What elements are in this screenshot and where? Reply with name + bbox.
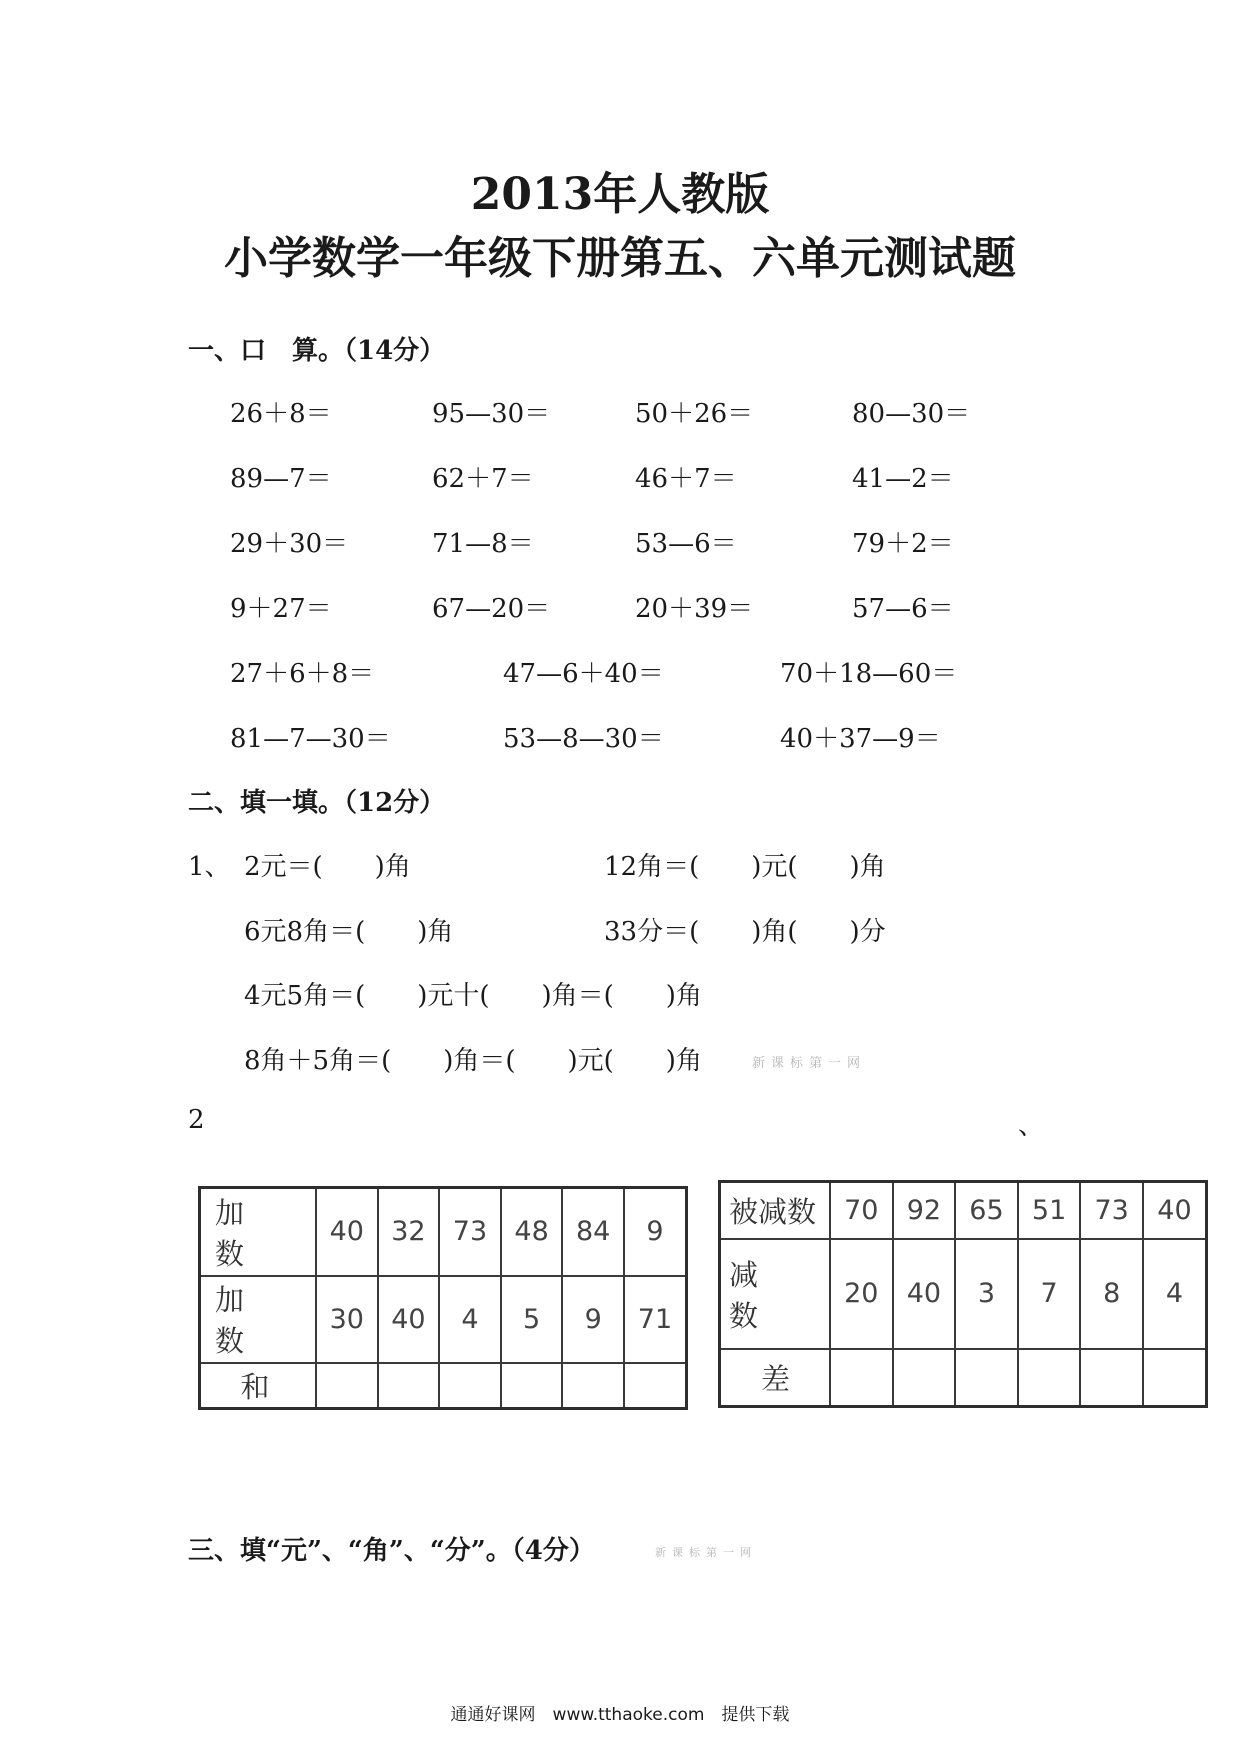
calc-item: 79＋2＝ bbox=[852, 529, 954, 559]
calc-item: 47—6＋40＝ bbox=[503, 659, 664, 689]
doc-title: 2013年人教版 bbox=[470, 169, 770, 220]
calc-item: 81—7—30＝ bbox=[230, 724, 391, 754]
watermark: 新课标第一网 bbox=[752, 1056, 867, 1071]
calc-item: 71—8＝ bbox=[432, 529, 534, 559]
table-cell: 48 bbox=[501, 1188, 563, 1276]
calc-item: 67—20＝ bbox=[432, 594, 551, 624]
table-cell: 40 bbox=[378, 1276, 440, 1364]
table-row bbox=[720, 1182, 1207, 1239]
fill-item: 8角＋5角＝( )角＝( )元( )角 bbox=[244, 1046, 702, 1076]
calc-item: 53—6＝ bbox=[635, 529, 737, 559]
table-row bbox=[720, 1349, 1207, 1406]
table-cell: 4 bbox=[439, 1276, 501, 1364]
section1-heading: 一、口 算。（14分） bbox=[188, 336, 446, 366]
question-number: 1、 bbox=[188, 852, 231, 882]
answer-cell[interactable] bbox=[624, 1363, 687, 1408]
calc-item: 41—2＝ bbox=[852, 464, 954, 494]
table-cell: 92 bbox=[893, 1182, 956, 1239]
row-label: 差 bbox=[720, 1349, 831, 1406]
row-label: 被减数 bbox=[720, 1182, 831, 1239]
calc-item: 29＋30＝ bbox=[230, 529, 349, 559]
calc-item: 62＋7＝ bbox=[432, 464, 534, 494]
table-cell: 9 bbox=[562, 1276, 624, 1364]
row-label: 加 数 bbox=[200, 1188, 317, 1276]
fill-item: 4元5角＝( )元十( )角＝( )角 bbox=[244, 981, 702, 1011]
fill-item: 6元8角＝( )角 bbox=[244, 917, 454, 947]
table-cell: 9 bbox=[624, 1188, 687, 1276]
table-row bbox=[200, 1363, 687, 1408]
calc-item: 89—7＝ bbox=[230, 464, 332, 494]
table-cell: 40 bbox=[893, 1239, 956, 1350]
table-row bbox=[200, 1276, 687, 1364]
calc-item: 57—6＝ bbox=[852, 594, 954, 624]
calc-item: 9＋27＝ bbox=[230, 594, 332, 624]
table-cell: 71 bbox=[624, 1276, 687, 1364]
table-cell: 3 bbox=[955, 1239, 1018, 1350]
question-number: 2 bbox=[188, 1105, 205, 1135]
answer-cell[interactable] bbox=[1080, 1349, 1143, 1406]
answer-cell[interactable] bbox=[501, 1363, 563, 1408]
calc-item: 26＋8＝ bbox=[230, 399, 332, 429]
answer-cell[interactable] bbox=[955, 1349, 1018, 1406]
calc-item: 40＋37—9＝ bbox=[780, 724, 941, 754]
answer-cell[interactable] bbox=[378, 1363, 440, 1408]
table-cell: 84 bbox=[562, 1188, 624, 1276]
calc-item: 53—8—30＝ bbox=[503, 724, 664, 754]
row-label: 减 数 bbox=[720, 1239, 831, 1350]
row-label: 和 bbox=[200, 1363, 317, 1408]
calc-item: 46＋7＝ bbox=[635, 464, 737, 494]
answer-cell[interactable] bbox=[893, 1349, 956, 1406]
punctuation-mark: 、 bbox=[1018, 1111, 1045, 1141]
answer-cell[interactable] bbox=[562, 1363, 624, 1408]
section2-heading: 二、填一填。（12分） bbox=[188, 788, 446, 818]
table-cell: 73 bbox=[439, 1188, 501, 1276]
table-row bbox=[200, 1188, 687, 1276]
row-label: 加 数 bbox=[200, 1276, 317, 1364]
table-cell: 20 bbox=[830, 1239, 893, 1350]
table-cell: 51 bbox=[1018, 1182, 1081, 1239]
table-cell: 8 bbox=[1080, 1239, 1143, 1350]
addition-table bbox=[198, 1186, 688, 1410]
section3-heading: 三、填“元”、“角”、“分”。（4分） bbox=[188, 1536, 595, 1566]
table-cell: 5 bbox=[501, 1276, 563, 1364]
fill-item: 12角＝( )元( )角 bbox=[604, 852, 886, 882]
calc-item: 50＋26＝ bbox=[635, 399, 754, 429]
calc-item: 20＋39＝ bbox=[635, 594, 754, 624]
table-cell: 70 bbox=[830, 1182, 893, 1239]
doc-subtitle: 小学数学一年级下册第五、六单元测试题 bbox=[224, 233, 1016, 284]
answer-cell[interactable] bbox=[1018, 1349, 1081, 1406]
subtraction-table bbox=[718, 1180, 1208, 1408]
answer-cell[interactable] bbox=[439, 1363, 501, 1408]
table-cell: 7 bbox=[1018, 1239, 1081, 1350]
answer-cell[interactable] bbox=[316, 1363, 378, 1408]
calc-item: 95—30＝ bbox=[432, 399, 551, 429]
table-cell: 40 bbox=[316, 1188, 378, 1276]
table-cell: 32 bbox=[378, 1188, 440, 1276]
fill-item: 33分＝( )角( )分 bbox=[604, 917, 886, 947]
fill-item: 2元＝( )角 bbox=[244, 852, 411, 882]
table-cell: 30 bbox=[316, 1276, 378, 1364]
calc-item: 80—30＝ bbox=[852, 399, 971, 429]
calc-item: 70＋18—60＝ bbox=[780, 659, 958, 689]
page-footer: 通通好课网 www.tthaoke.com 提供下载 bbox=[450, 1705, 790, 1725]
table-cell: 73 bbox=[1080, 1182, 1143, 1239]
table-row bbox=[720, 1239, 1207, 1350]
watermark: 新课标第一网 bbox=[655, 1546, 757, 1559]
table-cell: 40 bbox=[1143, 1182, 1207, 1239]
calc-item: 27＋6＋8＝ bbox=[230, 659, 375, 689]
answer-cell[interactable] bbox=[830, 1349, 893, 1406]
table-cell: 65 bbox=[955, 1182, 1018, 1239]
table-cell: 4 bbox=[1143, 1239, 1207, 1350]
answer-cell[interactable] bbox=[1143, 1349, 1207, 1406]
